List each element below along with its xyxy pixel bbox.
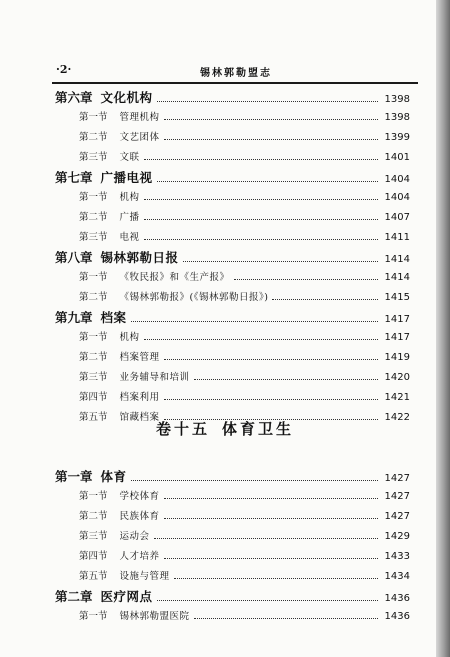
toc-section-row xyxy=(55,348,410,368)
toc-chapter-row xyxy=(55,467,410,487)
leader-dots xyxy=(144,219,378,220)
toc-section-row xyxy=(55,547,410,567)
toc-chapter-row xyxy=(55,248,410,268)
toc-section-row xyxy=(55,368,410,388)
toc-chapter-row xyxy=(55,308,410,328)
page-number: 1436 xyxy=(384,611,410,622)
leader-dots xyxy=(144,159,378,160)
page-number: 1404 xyxy=(384,192,410,203)
header-rule xyxy=(52,82,418,84)
section-title: 电视 xyxy=(119,232,140,243)
leader-dots xyxy=(194,379,378,380)
section-title: 机构 xyxy=(119,192,140,203)
page-number: 1404 xyxy=(384,174,410,185)
section-number: 第一节 xyxy=(79,192,108,203)
section-title: 民族体育 xyxy=(119,511,160,522)
leader-dots xyxy=(183,261,378,262)
section-number: 第一节 xyxy=(79,112,108,123)
toc-chapter-row xyxy=(55,168,410,188)
toc-section-row xyxy=(55,507,410,527)
chapter-title: 广播电视 xyxy=(100,170,153,185)
section-number: 第一节 xyxy=(79,272,108,283)
page-number: 1398 xyxy=(384,94,410,105)
page-number: 1420 xyxy=(384,372,410,383)
section-number: 第二节 xyxy=(79,352,108,363)
chapter-title: 医疗网点 xyxy=(100,589,153,604)
page-number: 1411 xyxy=(384,232,410,243)
volume-heading xyxy=(0,418,450,439)
leader-dots xyxy=(164,119,378,120)
section-title: 业务辅导和培训 xyxy=(119,372,190,383)
page-number: 1422 xyxy=(384,412,410,423)
section-title: 锡林郭勒盟医院 xyxy=(119,611,190,622)
section-number: 第三节 xyxy=(79,152,108,163)
leader-dots xyxy=(234,279,378,280)
header-page-number: ·2· xyxy=(56,63,72,76)
section-number: 第三节 xyxy=(79,531,108,542)
section-number: 第三节 xyxy=(79,232,108,243)
section-title: 设施与管理 xyxy=(119,571,170,582)
toc-section-row xyxy=(55,228,410,248)
page-number: 1417 xyxy=(384,314,410,325)
leader-dots xyxy=(154,538,378,539)
toc-section-row xyxy=(55,208,410,228)
page-number: 1401 xyxy=(384,152,410,163)
chapter-number: 第六章 xyxy=(55,90,93,105)
volume-number: 卷十五 xyxy=(155,420,210,438)
toc-section-row xyxy=(55,527,410,547)
leader-dots xyxy=(272,299,378,300)
page-number: 1427 xyxy=(384,511,410,522)
section-title: 人才培养 xyxy=(119,551,160,562)
section-number: 第二节 xyxy=(79,212,108,223)
section-title: 运动会 xyxy=(119,531,150,542)
page-number: 1417 xyxy=(384,332,410,343)
toc-section-row xyxy=(55,108,410,128)
toc-section-row xyxy=(55,567,410,587)
section-title: 机构 xyxy=(119,332,140,343)
chapter-number: 第八章 xyxy=(55,250,93,265)
leader-dots xyxy=(174,578,378,579)
leader-dots xyxy=(164,518,378,519)
chapter-number: 第七章 xyxy=(55,170,93,185)
page-number: 1414 xyxy=(384,272,410,283)
page-number: 1421 xyxy=(384,392,410,403)
section-number: 第一节 xyxy=(79,611,108,622)
toc-section-row xyxy=(55,268,410,288)
toc-section-row xyxy=(55,388,410,408)
section-title: 管理机构 xyxy=(119,112,160,123)
toc-section-row xyxy=(55,288,410,308)
chapter-number: 第九章 xyxy=(55,310,93,325)
leader-dots xyxy=(144,339,378,340)
section-title: 档案利用 xyxy=(119,392,160,403)
leader-dots xyxy=(157,101,378,102)
section-title: 广播 xyxy=(119,212,140,223)
toc-bottom-list xyxy=(55,467,410,627)
section-title: 文艺团体 xyxy=(119,132,160,143)
page-number: 1414 xyxy=(384,254,410,265)
leader-dots xyxy=(164,359,378,360)
section-title: 《牧民报》和《生产报》 xyxy=(119,272,230,283)
leader-dots xyxy=(164,558,378,559)
toc-chapter-row xyxy=(55,587,410,607)
section-number: 第一节 xyxy=(79,491,108,502)
toc-section-row xyxy=(55,607,410,627)
leader-dots xyxy=(164,399,378,400)
leader-dots xyxy=(144,239,378,240)
leader-dots xyxy=(131,321,378,322)
section-title: 文联 xyxy=(119,152,140,163)
leader-dots xyxy=(131,480,378,481)
page-number: 1427 xyxy=(384,473,410,484)
scan-edge-shadow xyxy=(436,0,450,657)
section-number: 第四节 xyxy=(79,551,108,562)
page-number: 1399 xyxy=(384,132,410,143)
page-number: 1415 xyxy=(384,292,410,303)
page-number: 1433 xyxy=(384,551,410,562)
toc-chapter-row xyxy=(55,88,410,108)
leader-dots xyxy=(144,199,378,200)
section-number: 第一节 xyxy=(79,332,108,343)
leader-dots xyxy=(157,181,378,182)
section-number: 第二节 xyxy=(79,292,108,303)
chapter-title: 档案 xyxy=(100,310,127,325)
leader-dots xyxy=(164,498,378,499)
toc-section-row xyxy=(55,328,410,348)
section-number: 第三节 xyxy=(79,372,108,383)
leader-dots xyxy=(194,618,378,619)
section-number: 第二节 xyxy=(79,132,108,143)
page-number: 1427 xyxy=(384,491,410,502)
section-title: 馆藏档案 xyxy=(119,412,160,423)
chapter-title: 文化机构 xyxy=(100,90,153,105)
page-number: 1436 xyxy=(384,593,410,604)
section-number: 第五节 xyxy=(79,412,108,423)
page-number: 1419 xyxy=(384,352,410,363)
toc-top-list xyxy=(55,88,410,428)
section-title: 《锡林郭勒报》(《锡林郭勒日报》) xyxy=(119,292,269,303)
toc-section-row xyxy=(55,128,410,148)
page-number: 1429 xyxy=(384,531,410,542)
chapter-title: 锡林郭勒日报 xyxy=(100,250,179,265)
toc-section-row xyxy=(55,487,410,507)
page-number: 1407 xyxy=(384,212,410,223)
section-number: 第四节 xyxy=(79,392,108,403)
header-book-title: 锡林郭勒盟志 xyxy=(200,68,272,79)
chapter-number: 第一章 xyxy=(55,469,93,484)
running-header xyxy=(56,60,416,82)
volume-title: 体育卫生 xyxy=(222,420,295,438)
page-number: 1434 xyxy=(384,571,410,582)
section-title: 档案管理 xyxy=(119,352,160,363)
section-number: 第五节 xyxy=(79,571,108,582)
toc-section-row xyxy=(55,188,410,208)
leader-dots xyxy=(157,600,378,601)
leader-dots xyxy=(164,139,378,140)
section-title: 学校体育 xyxy=(119,491,160,502)
chapter-number: 第二章 xyxy=(55,589,93,604)
chapter-title: 体育 xyxy=(100,469,127,484)
toc-section-row xyxy=(55,148,410,168)
page-number: 1398 xyxy=(384,112,410,123)
section-number: 第二节 xyxy=(79,511,108,522)
